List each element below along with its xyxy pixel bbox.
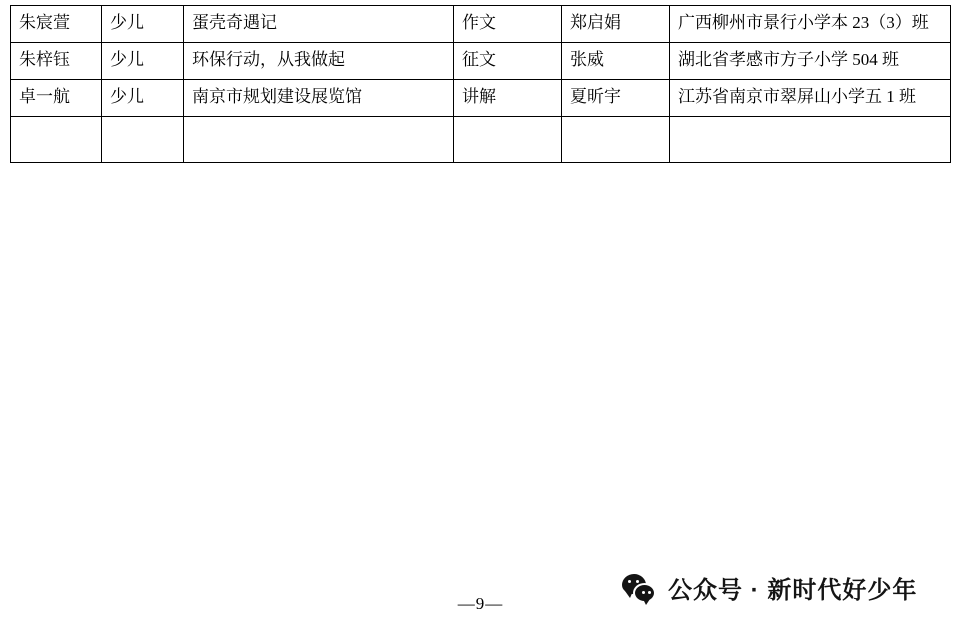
cell-type: 作文 xyxy=(454,6,562,43)
entries-table xyxy=(10,5,951,163)
cell-name: 朱梓钰 xyxy=(11,43,102,80)
cell-group: 少儿 xyxy=(102,80,184,117)
cell-teacher: 郑启娟 xyxy=(562,6,670,43)
cell-teacher: 夏昕宇 xyxy=(562,80,670,117)
table-row xyxy=(11,6,951,43)
wechat-watermark-label: 公众号 · 新时代好少年 xyxy=(668,577,918,604)
page-number: —9— xyxy=(457,594,504,613)
cell-name: 卓一航 xyxy=(11,80,102,117)
cell-title: 蛋壳奇遇记 xyxy=(184,6,454,43)
cell-type: 讲解 xyxy=(454,80,562,117)
cell-group xyxy=(102,117,184,163)
cell-school: 广西柳州市景行小学本 23（3）班 xyxy=(670,6,951,43)
cell-name: 朱宸萱 xyxy=(11,6,102,43)
cell-name xyxy=(11,117,102,163)
table-row xyxy=(11,43,951,80)
cell-school: 湖北省孝感市方子小学 504 班 xyxy=(670,43,951,80)
wechat-watermark xyxy=(622,570,917,605)
cell-group: 少儿 xyxy=(102,43,184,80)
cell-title: 南京市规划建设展览馆 xyxy=(184,80,454,117)
cell-teacher: 张威 xyxy=(562,43,670,80)
cell-school: 江苏省南京市翠屏山小学五 1 班 xyxy=(670,80,951,117)
table-row xyxy=(11,80,951,117)
wechat-icon xyxy=(622,573,656,603)
table-row xyxy=(11,117,951,163)
cell-title xyxy=(184,117,454,163)
cell-school xyxy=(670,117,951,163)
cell-title: 环保行动，从我做起 xyxy=(184,43,454,80)
cell-type xyxy=(454,117,562,163)
cell-type: 征文 xyxy=(454,43,562,80)
cell-teacher xyxy=(562,117,670,163)
cell-group: 少儿 xyxy=(102,6,184,43)
document-page xyxy=(0,5,961,627)
